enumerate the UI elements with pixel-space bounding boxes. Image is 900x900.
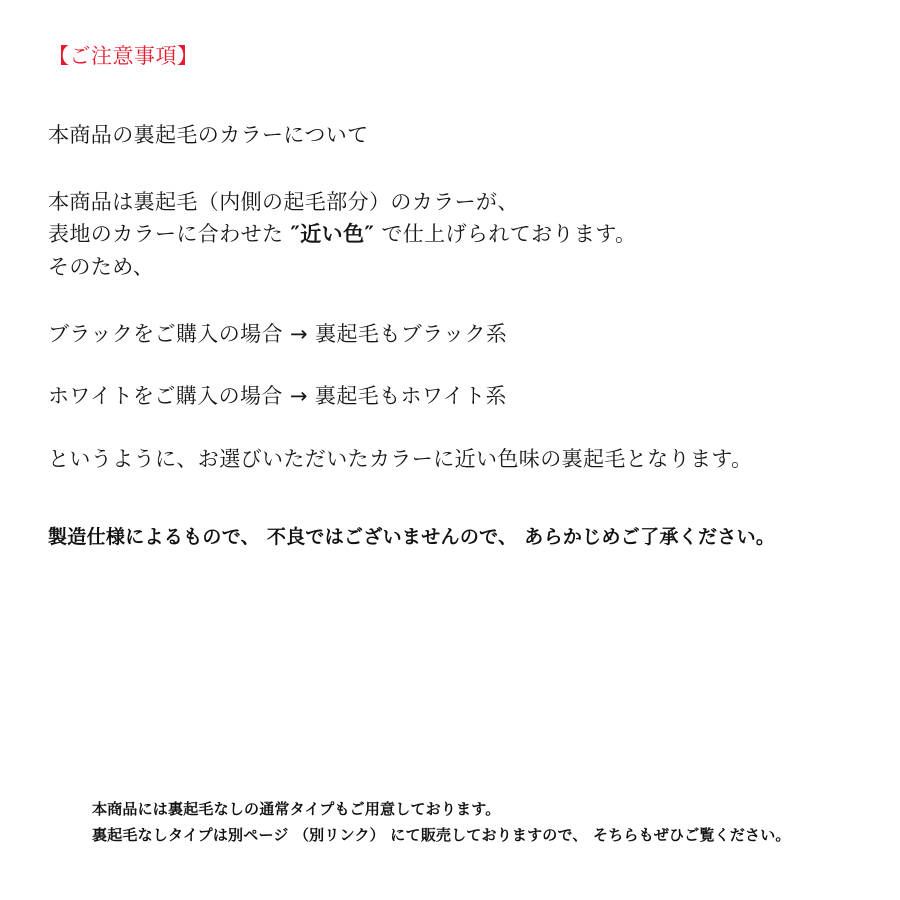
example-white: ホワイトをご購入の場合 → 裏起毛もホワイト系: [48, 384, 507, 409]
footnote-line-1: 本商品には裏起毛なしの通常タイプもご用意しております。: [92, 800, 501, 818]
spacer: [48, 152, 852, 186]
paragraph1-line2-pre: 表地のカラーに合わせた: [48, 222, 291, 247]
summary-line: というように、お選びいただいたカラーに近い色味の裏起毛となります。: [48, 446, 753, 471]
footnote-block: [92, 796, 791, 849]
spacer: [48, 475, 852, 523]
spacer: [48, 413, 852, 443]
paragraph1-line2: [48, 218, 852, 251]
disclaimer-line: 製造仕様によるもので、 不良ではございませんので、 あらかじめご了承ください。: [48, 526, 776, 549]
paragraph1-line3: そのため、: [48, 255, 155, 280]
footnote-line-2: 裏起毛なしタイプは別ページ （別リンク） にて販売しておりますので、 そちらもぜひご覧ください。: [92, 826, 791, 845]
intro-line: 本商品の裏起毛のカラーについて: [48, 123, 369, 148]
paragraph-color-explanation: [48, 186, 852, 284]
example-black: ブラックをご購入の場合 → 裏起毛もブラック系: [48, 321, 508, 346]
paragraph1-line2-post: で仕上げられております。: [374, 222, 637, 247]
notice-heading: 【ご注意事項】: [48, 44, 199, 68]
spacer: [48, 350, 852, 380]
spacer: [48, 284, 852, 318]
paragraph1-line2-emphasis: ″近い色″: [290, 222, 375, 247]
paragraph1-line1: 本商品は裏起毛（内側の起毛部分）のカラーが、: [48, 189, 519, 214]
spacer: [48, 71, 852, 119]
